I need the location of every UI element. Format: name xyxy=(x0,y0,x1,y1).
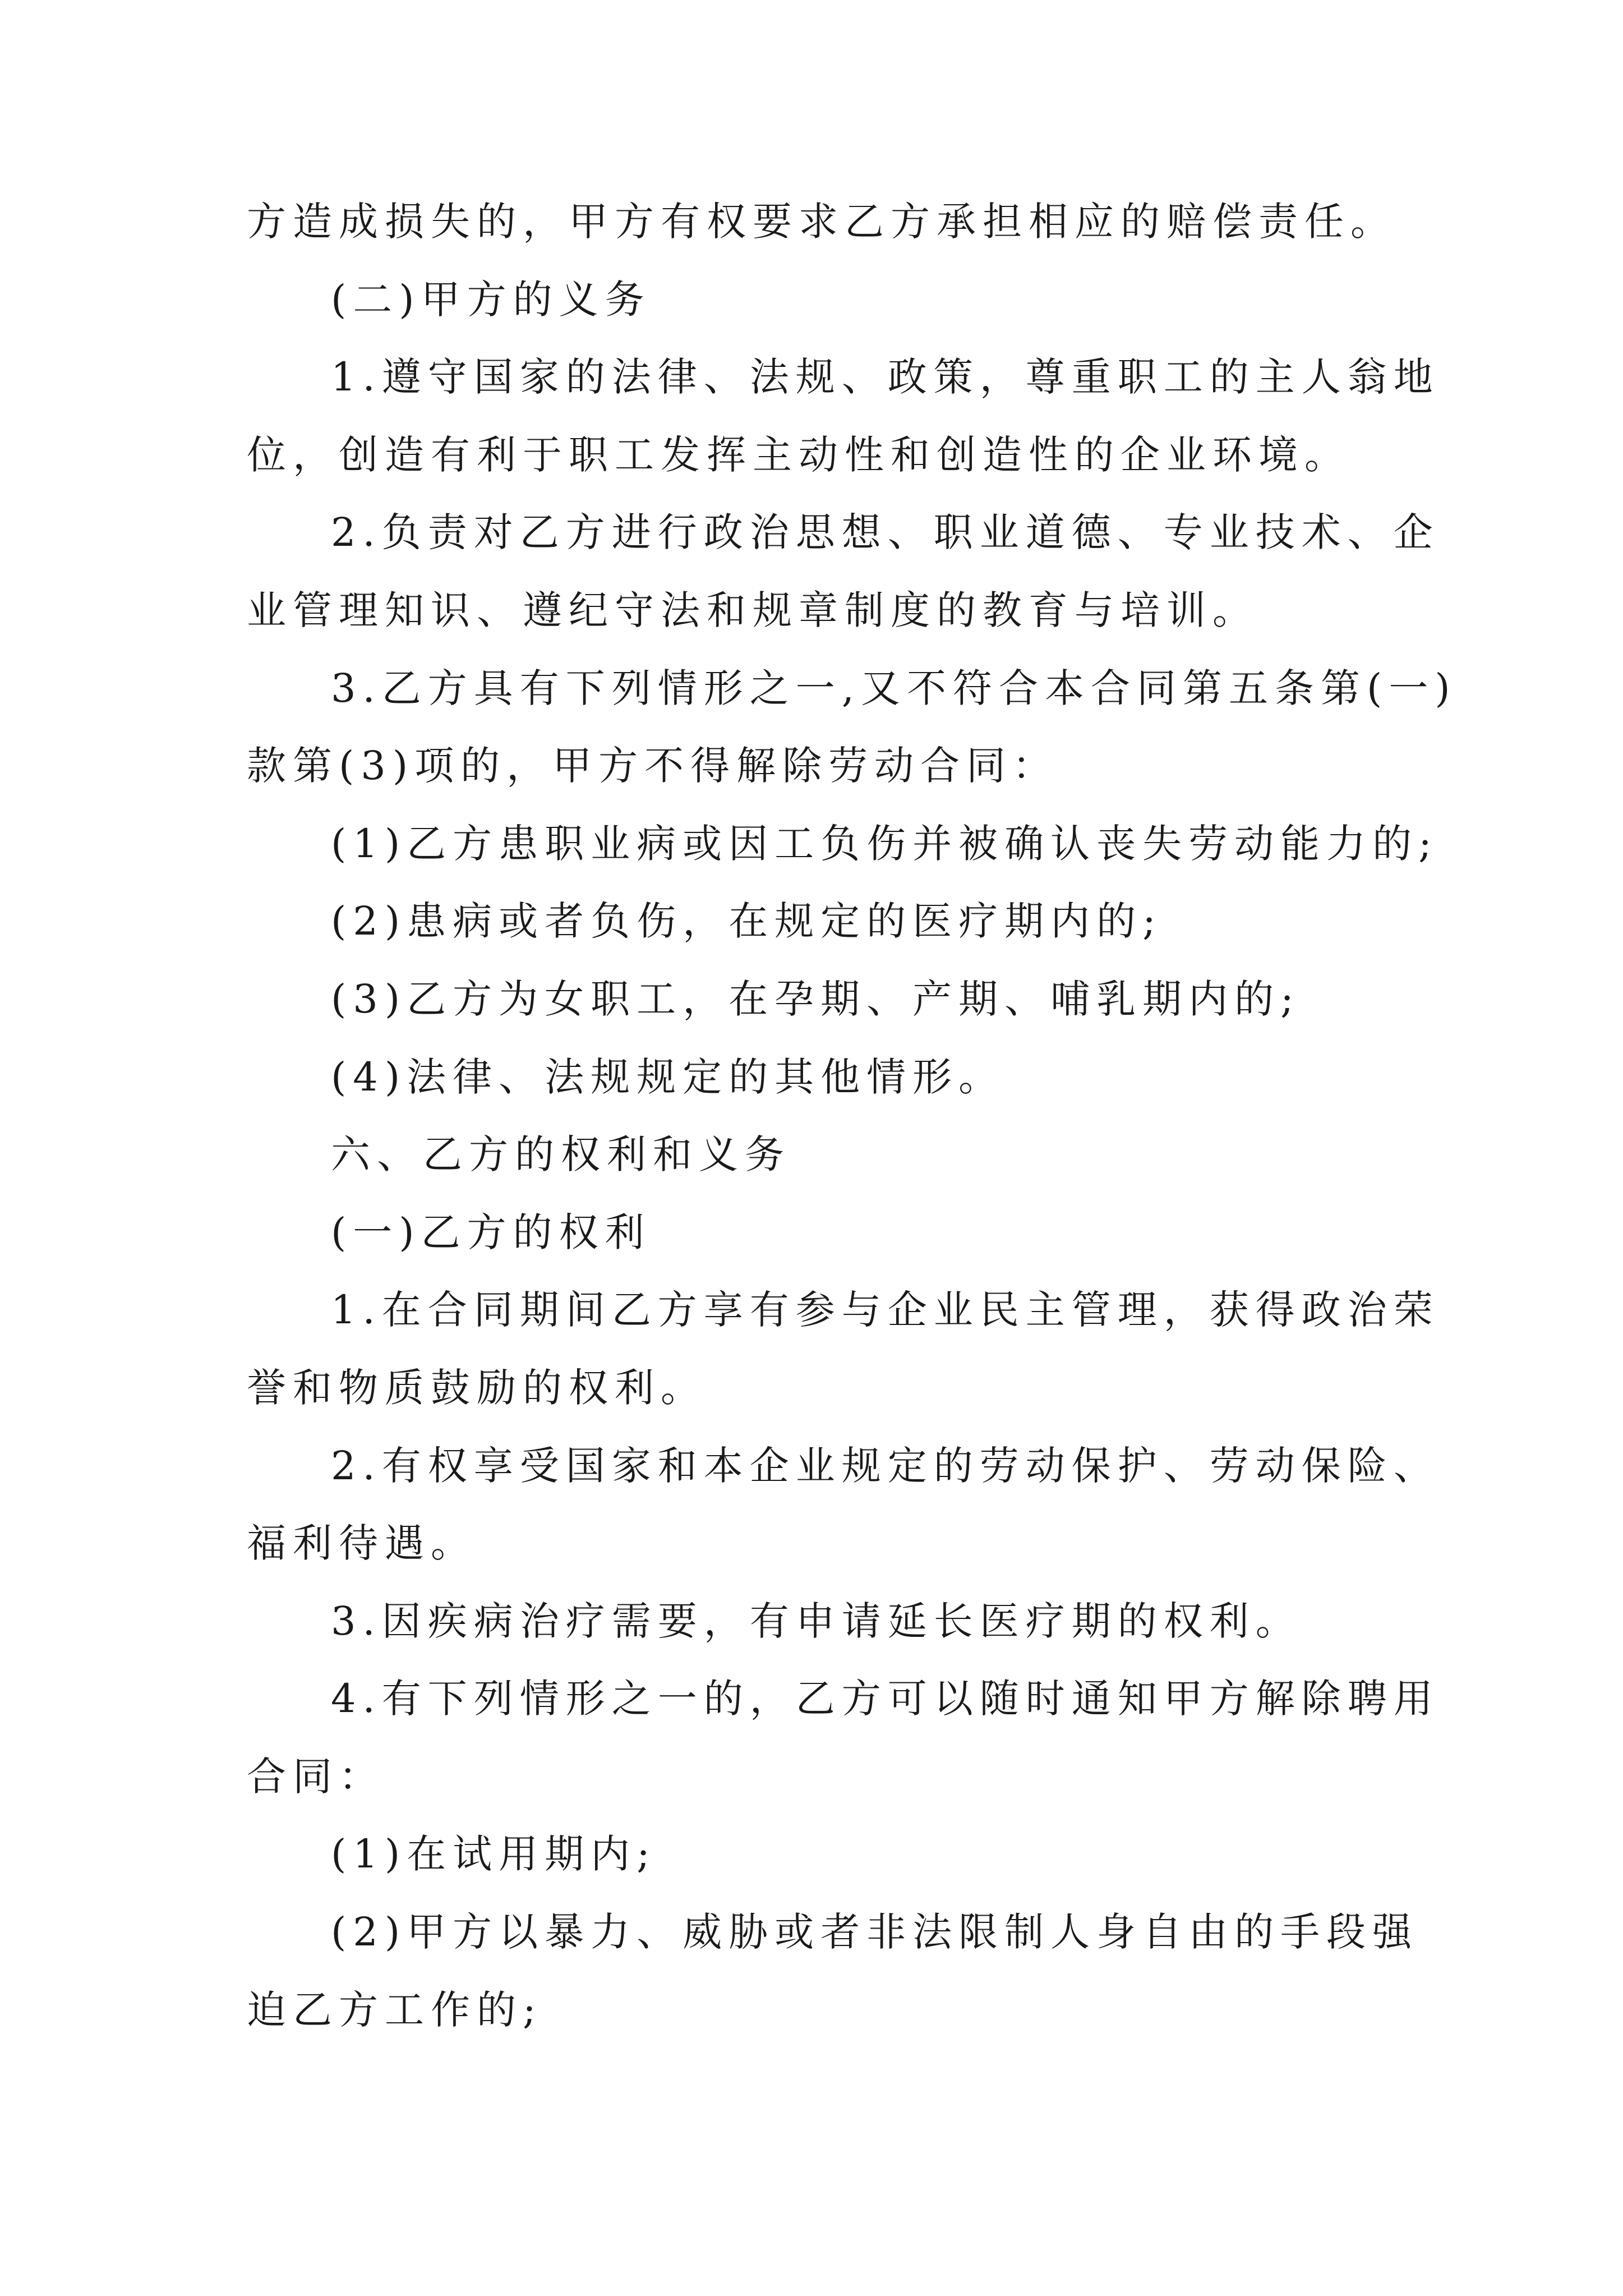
text-line-10: (2)患病或者负伤，在规定的医疗期内的; xyxy=(331,898,1163,945)
text-line-4: 位，创造有利于职工发挥主动性和创造性的企业环境。 xyxy=(247,431,1350,478)
text-line-16: 誉和物质鼓励的权利。 xyxy=(247,1364,707,1411)
text-line-24: 迫乙方工作的; xyxy=(247,1986,543,2033)
text-line-11: (3)乙方为女职工，在孕期、产期、哺乳期内的; xyxy=(331,976,1301,1022)
text-line-17: 2.有权享受国家和本企业规定的劳动保护、劳动保险、 xyxy=(331,1442,1440,1489)
section-heading-6: 六、乙方的权利和义务 xyxy=(331,1131,791,1178)
text-line-23: (2)甲方以暴力、威胁或者非法限制人身自由的手段强 xyxy=(331,1909,1419,1955)
text-line-7: 3.乙方具有下列情形之一,又不符合本合同第五条第(一) xyxy=(331,665,1457,711)
text-line-19: 3.因疾病治疗需要，有申请延长医疗期的权利。 xyxy=(331,1598,1302,1644)
text-line-2: (二)甲方的义务 xyxy=(331,276,651,323)
text-line-1: 方造成损失的，甲方有权要求乙方承担相应的赔偿责任。 xyxy=(247,199,1396,245)
text-line-6: 业管理知识、遵纪守法和规章制度的教育与培训。 xyxy=(247,587,1258,633)
text-line-12: (4)法律、法规规定的其他情形。 xyxy=(331,1053,1005,1100)
text-line-20: 4.有下列情形之一的，乙方可以随时通知甲方解除聘用 xyxy=(331,1676,1440,1722)
subsection-heading-1: (一)乙方的权利 xyxy=(331,1209,651,1255)
text-line-15: 1.在合同期间乙方享有参与企业民主管理，获得政治荣 xyxy=(331,1287,1440,1333)
text-line-22: (1)在试用期内; xyxy=(331,1831,657,1878)
text-line-18: 福利待遇。 xyxy=(247,1520,477,1567)
text-line-9: (1)乙方患职业病或因工负伤并被确认丧失劳动能力的; xyxy=(331,820,1438,867)
text-line-8: 款第(3)项的，甲方不得解除劳动合同： xyxy=(247,743,1059,789)
text-line-21: 合同： xyxy=(247,1753,385,1800)
text-line-3: 1.遵守国家的法律、法规、政策，尊重职工的主人翁地 xyxy=(331,354,1440,401)
document-body xyxy=(247,199,1457,2068)
text-line-5: 2.负责对乙方进行政治思想、职业道德、专业技术、企 xyxy=(331,509,1440,556)
